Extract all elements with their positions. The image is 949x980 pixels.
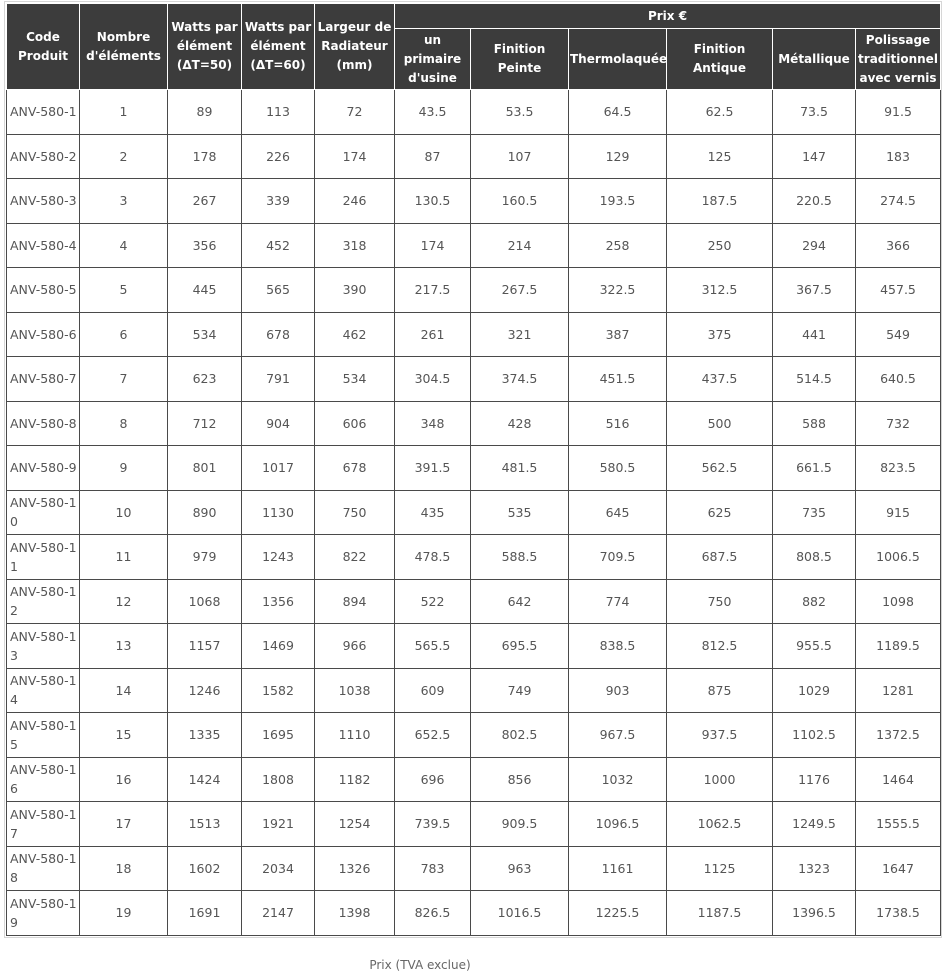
cell-prix-thermolaquee: 774	[569, 579, 667, 624]
table-row	[7, 891, 941, 936]
cell-prix-thermolaquee: 129	[569, 134, 667, 179]
table-row	[7, 268, 941, 313]
cell-code: ANV-580-5	[7, 268, 80, 313]
cell-watts-dt60: 904	[242, 401, 315, 446]
cell-watts-dt50: 1691	[168, 891, 242, 936]
cell-code: ANV-580-8	[7, 401, 80, 446]
cell-prix-polissage: 1464	[856, 757, 941, 802]
cell-prix-antique: 187.5	[667, 179, 773, 224]
cell-watts-dt50: 267	[168, 179, 242, 224]
table-row	[7, 846, 941, 891]
cell-largeur: 390	[315, 268, 395, 313]
cell-prix-polissage: 732	[856, 401, 941, 446]
cell-watts-dt50: 1157	[168, 624, 242, 669]
cell-code: ANV-580-11	[7, 535, 80, 580]
cell-prix-thermolaquee: 64.5	[569, 90, 667, 135]
cell-prix-antique: 125	[667, 134, 773, 179]
cell-code: ANV-580-14	[7, 668, 80, 713]
cell-prix-metallique: 1176	[773, 757, 856, 802]
cell-code: ANV-580-16	[7, 757, 80, 802]
cell-prix-primaire: 565.5	[395, 624, 471, 669]
cell-prix-primaire: 435	[395, 490, 471, 535]
header-watts-dt50: Watts par élément (ΔT=50)	[168, 4, 242, 90]
table-row	[7, 446, 941, 491]
cell-watts-dt60: 113	[242, 90, 315, 135]
cell-prix-polissage: 1555.5	[856, 802, 941, 847]
header-code-produit: Code Produit	[7, 4, 80, 90]
cell-prix-polissage: 549	[856, 312, 941, 357]
table-row	[7, 223, 941, 268]
cell-watts-dt60: 1130	[242, 490, 315, 535]
cell-prix-thermolaquee: 258	[569, 223, 667, 268]
cell-prix-peinte: 535	[471, 490, 569, 535]
cell-prix-peinte: 856	[471, 757, 569, 802]
cell-prix-antique: 625	[667, 490, 773, 535]
cell-largeur: 894	[315, 579, 395, 624]
cell-nombre: 3	[80, 179, 168, 224]
cell-prix-antique: 875	[667, 668, 773, 713]
cell-prix-peinte: 428	[471, 401, 569, 446]
cell-largeur: 678	[315, 446, 395, 491]
cell-code: ANV-580-9	[7, 446, 80, 491]
table-row	[7, 401, 941, 446]
cell-nombre: 12	[80, 579, 168, 624]
cell-code: ANV-580-6	[7, 312, 80, 357]
cell-largeur: 462	[315, 312, 395, 357]
table-row	[7, 490, 941, 535]
cell-prix-metallique: 147	[773, 134, 856, 179]
cell-watts-dt50: 1602	[168, 846, 242, 891]
cell-largeur: 246	[315, 179, 395, 224]
cell-prix-thermolaquee: 1225.5	[569, 891, 667, 936]
cell-prix-metallique: 882	[773, 579, 856, 624]
cell-nombre: 6	[80, 312, 168, 357]
cell-watts-dt50: 890	[168, 490, 242, 535]
cell-prix-metallique: 1102.5	[773, 713, 856, 758]
cell-code: ANV-580-4	[7, 223, 80, 268]
cell-prix-thermolaquee: 1161	[569, 846, 667, 891]
cell-prix-peinte: 267.5	[471, 268, 569, 313]
cell-prix-metallique: 294	[773, 223, 856, 268]
cell-largeur: 72	[315, 90, 395, 135]
cell-largeur: 750	[315, 490, 395, 535]
cell-prix-primaire: 696	[395, 757, 471, 802]
cell-watts-dt60: 339	[242, 179, 315, 224]
cell-watts-dt60: 226	[242, 134, 315, 179]
cell-code: ANV-580-19	[7, 891, 80, 936]
cell-prix-thermolaquee: 580.5	[569, 446, 667, 491]
table-row	[7, 757, 941, 802]
header-price-thermolaquee: Thermolaquée	[569, 29, 667, 90]
cell-prix-thermolaquee: 1032	[569, 757, 667, 802]
cell-watts-dt60: 1017	[242, 446, 315, 491]
cell-largeur: 1182	[315, 757, 395, 802]
cell-prix-peinte: 695.5	[471, 624, 569, 669]
cell-watts-dt50: 801	[168, 446, 242, 491]
header-price-polissage: Polissage traditionnel avec vernis	[856, 29, 941, 90]
table-row	[7, 668, 941, 713]
cell-prix-antique: 375	[667, 312, 773, 357]
cell-watts-dt50: 445	[168, 268, 242, 313]
cell-largeur: 534	[315, 357, 395, 402]
cell-prix-peinte: 642	[471, 579, 569, 624]
cell-prix-peinte: 749	[471, 668, 569, 713]
header-nombre-elements: Nombre d'éléments	[80, 4, 168, 90]
cell-prix-metallique: 1249.5	[773, 802, 856, 847]
cell-prix-thermolaquee: 838.5	[569, 624, 667, 669]
cell-watts-dt60: 1243	[242, 535, 315, 580]
cell-prix-polissage: 91.5	[856, 90, 941, 135]
cell-prix-thermolaquee: 451.5	[569, 357, 667, 402]
cell-prix-primaire: 261	[395, 312, 471, 357]
cell-prix-primaire: 304.5	[395, 357, 471, 402]
cell-watts-dt60: 1469	[242, 624, 315, 669]
table-row	[7, 179, 941, 224]
cell-nombre: 2	[80, 134, 168, 179]
cell-largeur: 606	[315, 401, 395, 446]
cell-largeur: 1110	[315, 713, 395, 758]
cell-prix-metallique: 588	[773, 401, 856, 446]
cell-watts-dt50: 178	[168, 134, 242, 179]
cell-prix-antique: 1062.5	[667, 802, 773, 847]
cell-watts-dt50: 1513	[168, 802, 242, 847]
cell-prix-metallique: 661.5	[773, 446, 856, 491]
cell-nombre: 10	[80, 490, 168, 535]
cell-prix-metallique: 1396.5	[773, 891, 856, 936]
cell-watts-dt50: 979	[168, 535, 242, 580]
cell-prix-antique: 812.5	[667, 624, 773, 669]
cell-watts-dt50: 1068	[168, 579, 242, 624]
cell-nombre: 14	[80, 668, 168, 713]
table-row	[7, 90, 941, 135]
cell-prix-metallique: 441	[773, 312, 856, 357]
cell-prix-thermolaquee: 903	[569, 668, 667, 713]
cell-watts-dt50: 1246	[168, 668, 242, 713]
cell-prix-thermolaquee: 645	[569, 490, 667, 535]
cell-largeur: 174	[315, 134, 395, 179]
cell-prix-primaire: 348	[395, 401, 471, 446]
cell-code: ANV-580-15	[7, 713, 80, 758]
cell-code: ANV-580-1	[7, 90, 80, 135]
cell-nombre: 15	[80, 713, 168, 758]
cell-largeur: 1398	[315, 891, 395, 936]
cell-nombre: 17	[80, 802, 168, 847]
cell-prix-polissage: 366	[856, 223, 941, 268]
cell-prix-peinte: 802.5	[471, 713, 569, 758]
cell-prix-antique: 1000	[667, 757, 773, 802]
cell-code: ANV-580-12	[7, 579, 80, 624]
cell-prix-polissage: 823.5	[856, 446, 941, 491]
cell-prix-primaire: 130.5	[395, 179, 471, 224]
cell-prix-metallique: 955.5	[773, 624, 856, 669]
cell-prix-primaire: 739.5	[395, 802, 471, 847]
cell-nombre: 16	[80, 757, 168, 802]
cell-watts-dt60: 1356	[242, 579, 315, 624]
cell-prix-peinte: 53.5	[471, 90, 569, 135]
cell-prix-polissage: 640.5	[856, 357, 941, 402]
cell-prix-metallique: 735	[773, 490, 856, 535]
table-row	[7, 713, 941, 758]
cell-watts-dt60: 678	[242, 312, 315, 357]
cell-watts-dt60: 452	[242, 223, 315, 268]
cell-nombre: 4	[80, 223, 168, 268]
table-row	[7, 802, 941, 847]
cell-prix-peinte: 214	[471, 223, 569, 268]
cell-prix-primaire: 174	[395, 223, 471, 268]
cell-prix-thermolaquee: 193.5	[569, 179, 667, 224]
cell-watts-dt60: 2034	[242, 846, 315, 891]
cell-largeur: 966	[315, 624, 395, 669]
cell-watts-dt50: 623	[168, 357, 242, 402]
table-row	[7, 312, 941, 357]
cell-prix-primaire: 826.5	[395, 891, 471, 936]
cell-prix-polissage: 274.5	[856, 179, 941, 224]
cell-prix-thermolaquee: 516	[569, 401, 667, 446]
cell-prix-peinte: 588.5	[471, 535, 569, 580]
cell-prix-primaire: 609	[395, 668, 471, 713]
price-table-container	[4, 1, 942, 938]
cell-largeur: 318	[315, 223, 395, 268]
header-largeur-radiateur: Largeur de Radiateur (mm)	[315, 4, 395, 90]
cell-prix-thermolaquee: 967.5	[569, 713, 667, 758]
cell-largeur: 1038	[315, 668, 395, 713]
cell-prix-primaire: 87	[395, 134, 471, 179]
cell-prix-peinte: 374.5	[471, 357, 569, 402]
table-row	[7, 357, 941, 402]
cell-watts-dt60: 2147	[242, 891, 315, 936]
cell-nombre: 9	[80, 446, 168, 491]
table-row	[7, 579, 941, 624]
price-caption: Prix (TVA exclue)	[369, 958, 471, 972]
cell-prix-antique: 1187.5	[667, 891, 773, 936]
cell-largeur: 1326	[315, 846, 395, 891]
cell-prix-polissage: 1006.5	[856, 535, 941, 580]
cell-nombre: 18	[80, 846, 168, 891]
cell-prix-antique: 562.5	[667, 446, 773, 491]
cell-watts-dt50: 89	[168, 90, 242, 135]
cell-code: ANV-580-3	[7, 179, 80, 224]
cell-prix-peinte: 481.5	[471, 446, 569, 491]
cell-prix-antique: 687.5	[667, 535, 773, 580]
cell-prix-polissage: 1738.5	[856, 891, 941, 936]
cell-prix-primaire: 43.5	[395, 90, 471, 135]
cell-largeur: 822	[315, 535, 395, 580]
cell-prix-metallique: 367.5	[773, 268, 856, 313]
cell-prix-metallique: 220.5	[773, 179, 856, 224]
cell-prix-primaire: 652.5	[395, 713, 471, 758]
table-row	[7, 134, 941, 179]
cell-code: ANV-580-2	[7, 134, 80, 179]
cell-prix-antique: 1125	[667, 846, 773, 891]
cell-largeur: 1254	[315, 802, 395, 847]
cell-watts-dt60: 1582	[242, 668, 315, 713]
cell-prix-peinte: 107	[471, 134, 569, 179]
cell-prix-peinte: 1016.5	[471, 891, 569, 936]
cell-prix-antique: 937.5	[667, 713, 773, 758]
header-prix-group: Prix €	[395, 4, 941, 29]
cell-prix-antique: 312.5	[667, 268, 773, 313]
header-price-metallique: Métallique	[773, 29, 856, 90]
header-price-primaire: un primaire d'usine	[395, 29, 471, 90]
cell-prix-antique: 500	[667, 401, 773, 446]
cell-prix-primaire: 478.5	[395, 535, 471, 580]
cell-watts-dt50: 1335	[168, 713, 242, 758]
header-watts-dt60: Watts par élément (ΔT=60)	[242, 4, 315, 90]
cell-prix-primaire: 391.5	[395, 446, 471, 491]
table-body	[7, 90, 941, 936]
cell-prix-metallique: 73.5	[773, 90, 856, 135]
cell-watts-dt60: 1808	[242, 757, 315, 802]
cell-prix-thermolaquee: 709.5	[569, 535, 667, 580]
cell-prix-metallique: 1323	[773, 846, 856, 891]
cell-prix-polissage: 1647	[856, 846, 941, 891]
cell-prix-antique: 750	[667, 579, 773, 624]
cell-prix-peinte: 321	[471, 312, 569, 357]
cell-prix-antique: 437.5	[667, 357, 773, 402]
table-row	[7, 624, 941, 669]
cell-code: ANV-580-17	[7, 802, 80, 847]
cell-nombre: 19	[80, 891, 168, 936]
cell-prix-polissage: 1372.5	[856, 713, 941, 758]
cell-watts-dt60: 791	[242, 357, 315, 402]
cell-code: ANV-580-13	[7, 624, 80, 669]
cell-watts-dt60: 565	[242, 268, 315, 313]
cell-nombre: 1	[80, 90, 168, 135]
cell-nombre: 8	[80, 401, 168, 446]
cell-prix-peinte: 963	[471, 846, 569, 891]
cell-watts-dt50: 534	[168, 312, 242, 357]
cell-prix-peinte: 160.5	[471, 179, 569, 224]
cell-nombre: 11	[80, 535, 168, 580]
cell-prix-antique: 62.5	[667, 90, 773, 135]
cell-prix-polissage: 183	[856, 134, 941, 179]
cell-watts-dt50: 356	[168, 223, 242, 268]
cell-prix-polissage: 1098	[856, 579, 941, 624]
header-price-antique: Finition Antique	[667, 29, 773, 90]
cell-prix-polissage: 1189.5	[856, 624, 941, 669]
cell-prix-polissage: 915	[856, 490, 941, 535]
cell-prix-metallique: 1029	[773, 668, 856, 713]
cell-prix-primaire: 522	[395, 579, 471, 624]
cell-nombre: 5	[80, 268, 168, 313]
cell-prix-metallique: 808.5	[773, 535, 856, 580]
cell-code: ANV-580-10	[7, 490, 80, 535]
cell-prix-antique: 250	[667, 223, 773, 268]
cell-watts-dt50: 1424	[168, 757, 242, 802]
cell-prix-polissage: 457.5	[856, 268, 941, 313]
cell-prix-thermolaquee: 322.5	[569, 268, 667, 313]
cell-prix-metallique: 514.5	[773, 357, 856, 402]
cell-nombre: 13	[80, 624, 168, 669]
table-row	[7, 535, 941, 580]
cell-prix-polissage: 1281	[856, 668, 941, 713]
cell-watts-dt60: 1921	[242, 802, 315, 847]
price-table	[6, 3, 941, 936]
cell-watts-dt50: 712	[168, 401, 242, 446]
cell-watts-dt60: 1695	[242, 713, 315, 758]
cell-prix-peinte: 909.5	[471, 802, 569, 847]
header-price-peinte: Finition Peinte	[471, 29, 569, 90]
cell-prix-thermolaquee: 387	[569, 312, 667, 357]
cell-prix-thermolaquee: 1096.5	[569, 802, 667, 847]
cell-nombre: 7	[80, 357, 168, 402]
cell-prix-primaire: 217.5	[395, 268, 471, 313]
cell-code: ANV-580-18	[7, 846, 80, 891]
cell-prix-primaire: 783	[395, 846, 471, 891]
cell-code: ANV-580-7	[7, 357, 80, 402]
